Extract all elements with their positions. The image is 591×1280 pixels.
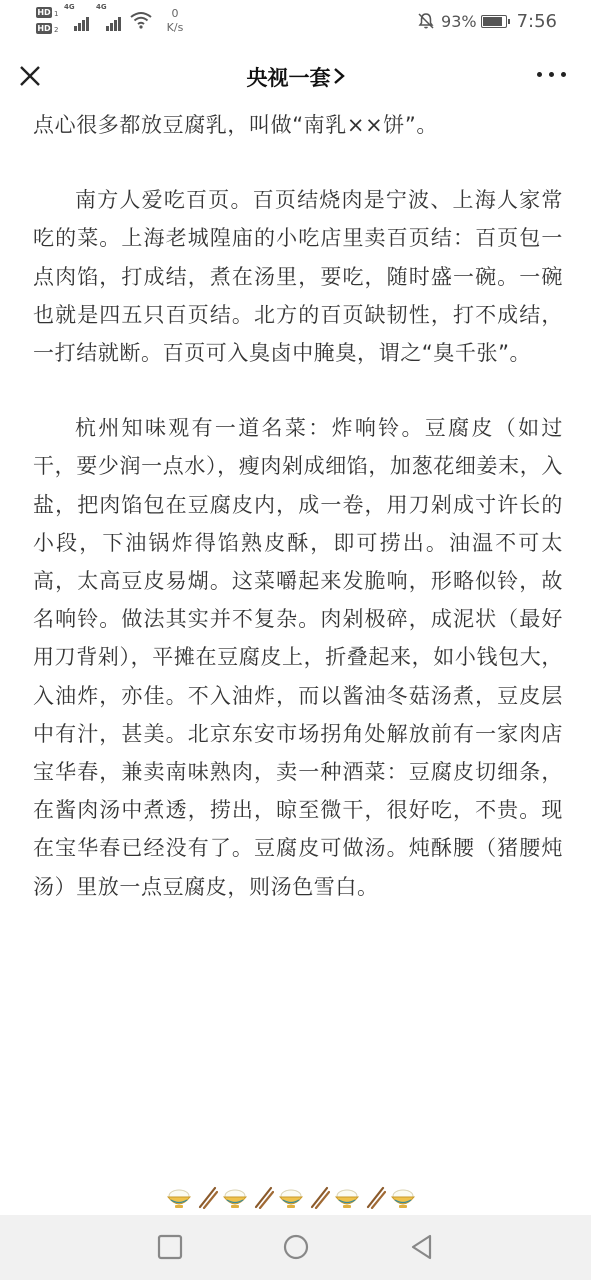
signal-icon <box>96 3 126 31</box>
back-icon[interactable] <box>408 1233 436 1261</box>
battery-fill <box>483 17 503 26</box>
rice-bowl-icon <box>166 1185 192 1209</box>
chevron-right-icon <box>333 67 345 85</box>
sim1-hd-badge: HD <box>37 8 51 17</box>
status-bar <box>0 0 591 42</box>
page-title: 央视一套 <box>246 66 331 90</box>
sim1-index: 1 <box>54 10 59 18</box>
system-nav-bar <box>0 1215 591 1280</box>
battery-icon <box>481 15 507 28</box>
account-title-link[interactable] <box>0 62 591 92</box>
rice-bowl-icon <box>390 1185 416 1209</box>
wifi-icon <box>130 11 152 29</box>
network-speed <box>160 7 190 35</box>
chopsticks-icon <box>364 1185 386 1209</box>
status-right <box>417 10 557 32</box>
speed-unit: K/s <box>166 21 184 34</box>
network2-label: 4G <box>96 3 107 11</box>
rice-bowl-icon <box>334 1185 360 1209</box>
rice-bowl-icon <box>278 1185 304 1209</box>
speed-value: 0 <box>171 7 179 20</box>
home-icon[interactable] <box>282 1233 310 1261</box>
sim2-index: 2 <box>54 26 59 34</box>
article-body <box>33 104 563 1210</box>
article-paragraph: 点心很多都放豆腐乳，叫做“南乳××饼”。 <box>33 113 438 137</box>
battery-percent: 93% <box>441 11 477 31</box>
bell-off-icon <box>417 12 435 30</box>
top-nav <box>0 48 591 108</box>
chopsticks-icon <box>252 1185 274 1209</box>
network1-label: 4G <box>64 3 75 11</box>
signal-icon <box>64 3 94 31</box>
rice-bowl-icon <box>222 1185 248 1209</box>
article-paragraph: 杭州知味观有一道名菜：炸响铃。豆腐皮（如过干，要少润一点水），瘦肉剁成细馅，加葱花细姜末，入盐，把肉馅包在豆腐皮内，成一卷，用刀剁成寸许长的小段，下油锅炸得馅熟皮酥，即可捞出。油温不可太高，太高豆皮易煳。这菜嚼起来发脆响，形略似铃，故名响铃。做法其实并不复杂。肉剁极碎，成泥状（最好用刀背剁），平摊在豆腐皮上，折叠起来，如小钱包大，入油炸，亦佳。不入油炸，而以酱油冬菇汤煮，豆皮层中有汁，甚美。北京东安市场拐角处解放前有一家肉店宝华春，兼卖南味熟肉，卖一种酒菜：豆腐皮切细条，在酱肉汤中煮透，捞出，晾至微干，很好吃，不贵。现在宝华春已经没有了。豆腐皮可做汤。炖酥腰（猪腰炖汤）里放一点豆腐皮，则汤色雪白。 <box>33 416 563 899</box>
chopsticks-icon <box>308 1185 330 1209</box>
more-icon[interactable] <box>537 72 567 80</box>
clock: 7:56 <box>516 10 557 32</box>
article-paragraph: 南方人爱吃百页。百页结烧肉是宁波、上海人家常吃的菜。上海老城隍庙的小吃店里卖百页结：百页包一点肉馅，打成结，煮在汤里，要吃，随时盛一碗。一碗也就是四五只百页结。北方的百页缺韧性，打不成结，一打结就断。百页可入臭卤中腌臭，谓之“臭千张”。 <box>33 188 563 366</box>
chopsticks-icon <box>196 1185 218 1209</box>
emoji-divider <box>166 1180 426 1214</box>
recent-apps-icon[interactable] <box>156 1233 184 1261</box>
sim2-hd-badge: HD <box>37 24 51 33</box>
